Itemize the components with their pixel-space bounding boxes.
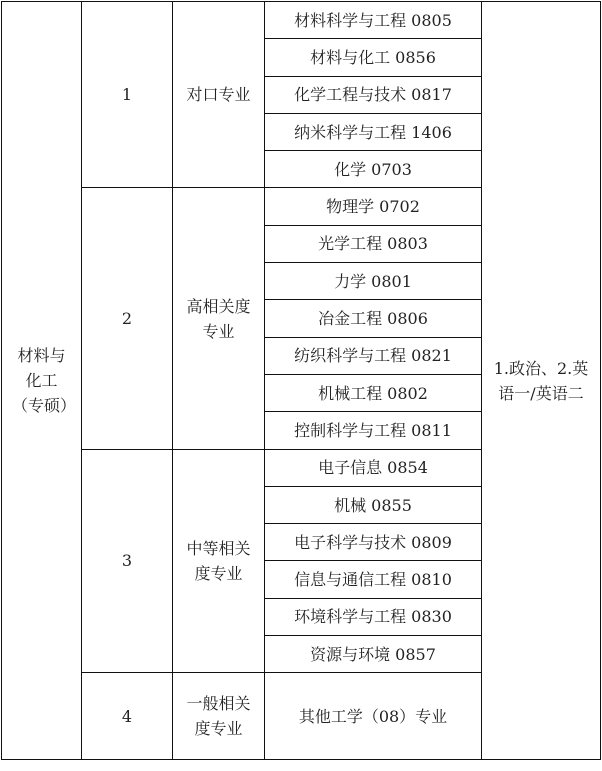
relevance-level-cell: 高相关度专业 (173, 188, 265, 449)
relevance-level-cell: 对口专业 (173, 2, 265, 188)
major-cell: 力学 0801 (265, 263, 482, 300)
major-cell: 电子信息 0854 (265, 449, 482, 486)
major-cell: 电子科学与技术 0809 (265, 524, 482, 561)
major-cell: 机械 0855 (265, 486, 482, 523)
major-cell: 光学工程 0803 (265, 225, 482, 262)
major-relevance-table (1, 1, 601, 760)
exam-subjects-cell: 1.政治、2.英语一/英语二 (482, 2, 601, 760)
major-cell: 物理学 0702 (265, 188, 482, 225)
major-cell: 化学 0703 (265, 151, 482, 188)
rank-cell: 1 (82, 2, 173, 188)
major-cell: 材料科学与工程 0805 (265, 2, 482, 39)
major-cell: 资源与环境 0857 (265, 636, 482, 673)
major-cell: 纳米科学与工程 1406 (265, 113, 482, 150)
major-cell: 材料与化工 0856 (265, 39, 482, 76)
rank-cell: 2 (82, 188, 173, 449)
relevance-level-cell: 中等相关度专业 (173, 449, 265, 673)
major-cell: 冶金工程 0806 (265, 300, 482, 337)
category-cell: 材料与化工（专硕） (2, 2, 82, 760)
major-cell: 环境科学与工程 0830 (265, 598, 482, 635)
major-cell: 纺织科学与工程 0821 (265, 337, 482, 374)
rank-cell: 4 (82, 673, 173, 760)
table-row (2, 2, 601, 39)
major-cell: 信息与通信工程 0810 (265, 561, 482, 598)
major-cell: 其他工学（08）专业 (265, 673, 482, 760)
rank-cell: 3 (82, 449, 173, 673)
relevance-level-cell: 一般相关度专业 (173, 673, 265, 760)
major-cell: 控制科学与工程 0811 (265, 412, 482, 449)
major-cell: 机械工程 0802 (265, 374, 482, 411)
major-cell: 化学工程与技术 0817 (265, 76, 482, 113)
